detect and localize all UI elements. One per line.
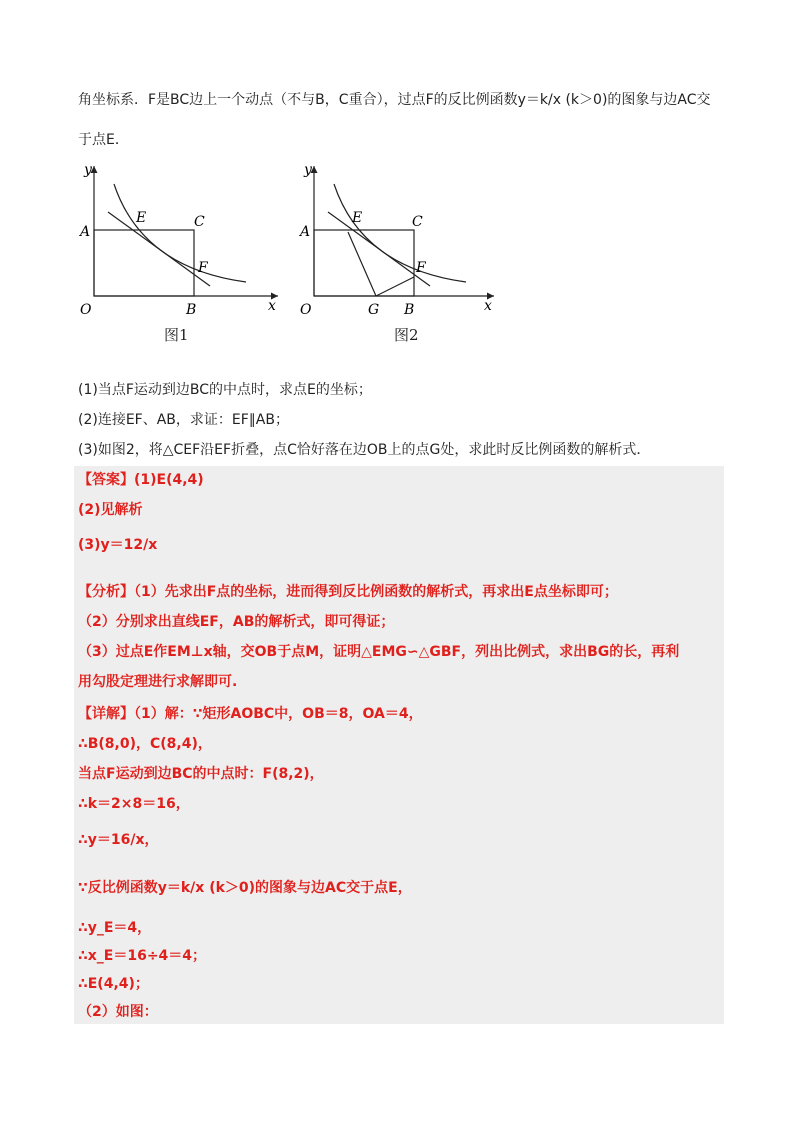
detail-line-4: ∴k＝2×8＝16， — [78, 796, 190, 812]
figure-1-caption: 图1 — [164, 326, 189, 344]
detail-line-1: 【详解】（1）解：∵矩形AOBC中，OB＝8，OA＝4， — [78, 706, 423, 722]
analysis-tag: 【分析】 — [78, 584, 134, 600]
label-e: E — [352, 210, 363, 226]
answer-tag: 【答案】 — [78, 472, 134, 488]
label-b: B — [404, 302, 415, 318]
label-o: O — [80, 302, 92, 318]
detail-line-9: ∴E(4,4)； — [78, 976, 149, 992]
question-1: (1)当点F运动到边BC的中点时，求点E的坐标； — [78, 382, 372, 398]
figure-2-caption: 图2 — [394, 326, 419, 344]
analysis-line-2: （2）分别求出直线EF，AB的解析式，即可得证； — [78, 614, 395, 630]
answer-2: (2)见解析 — [78, 502, 143, 518]
answer-line-1 — [78, 470, 204, 490]
analysis-line-1: 【分析】（1）先求出F点的坐标，进而得到反比例函数的解析式，再求出E点坐标即可； — [78, 584, 618, 600]
answer-1: (1)E(4,4) — [134, 472, 204, 488]
answer-3: (3)y＝12/x — [78, 537, 158, 553]
question-3: (3)如图2，将△CEF沿EF折叠，点C恰好落在边OB上的点G处，求此时反比例函数的解析式． — [78, 442, 651, 458]
detail-line-8: ∴x_E＝16÷4＝4； — [78, 948, 207, 964]
line-gf — [376, 277, 414, 296]
detail-line-10: （2）如图： — [78, 1004, 158, 1020]
line-eg — [348, 232, 376, 296]
label-b: B — [186, 302, 197, 318]
figure-2 — [290, 156, 510, 346]
detail-tag: 【详解】 — [78, 706, 134, 722]
label-x: x — [268, 298, 276, 314]
label-x: x — [484, 298, 492, 314]
analysis-line-3: （3）过点E作EM⊥x轴，交OB于点M，证明△EMG∽△GBF，列出比例式，求出BG的长，再利 — [78, 644, 680, 660]
hyperbola-curve — [334, 184, 466, 282]
label-f: F — [198, 260, 208, 276]
label-c: C — [194, 214, 205, 230]
hyperbola-curve — [114, 184, 246, 282]
detail-line-3: 当点F运动到边BC的中点时：F(8,2)， — [78, 766, 324, 782]
label-g: G — [368, 302, 380, 318]
detail-line-6: ∵反比例函数y＝k/x (k＞0)的图象与边AC交于点E， — [78, 880, 412, 896]
label-c: C — [412, 214, 423, 230]
label-a: A — [80, 224, 91, 240]
label-e: E — [136, 210, 147, 226]
label-y: y — [84, 162, 92, 178]
problem-line-1: 角坐标系．F是BC边上一个动点（不与B，C重合），过点F的反比例函数y＝k/x (k＞0)的图象与边AC交 — [78, 92, 711, 108]
label-a: A — [300, 224, 311, 240]
figure-1 — [70, 156, 290, 346]
label-f: F — [416, 260, 426, 276]
detail-line-2: ∴B(8,0)，C(8,4)， — [78, 736, 212, 752]
problem-line-2: 于点E． — [78, 132, 129, 148]
label-o: O — [300, 302, 312, 318]
label-y: y — [304, 162, 312, 178]
detail-line-5: ∴y＝16/x， — [78, 832, 159, 848]
detail-line-7: ∴y_E＝4， — [78, 920, 152, 936]
question-2: (2)连接EF、AB，求证：EF∥AB； — [78, 412, 289, 428]
analysis-line-4: 用勾股定理进行求解即可. — [78, 674, 238, 690]
